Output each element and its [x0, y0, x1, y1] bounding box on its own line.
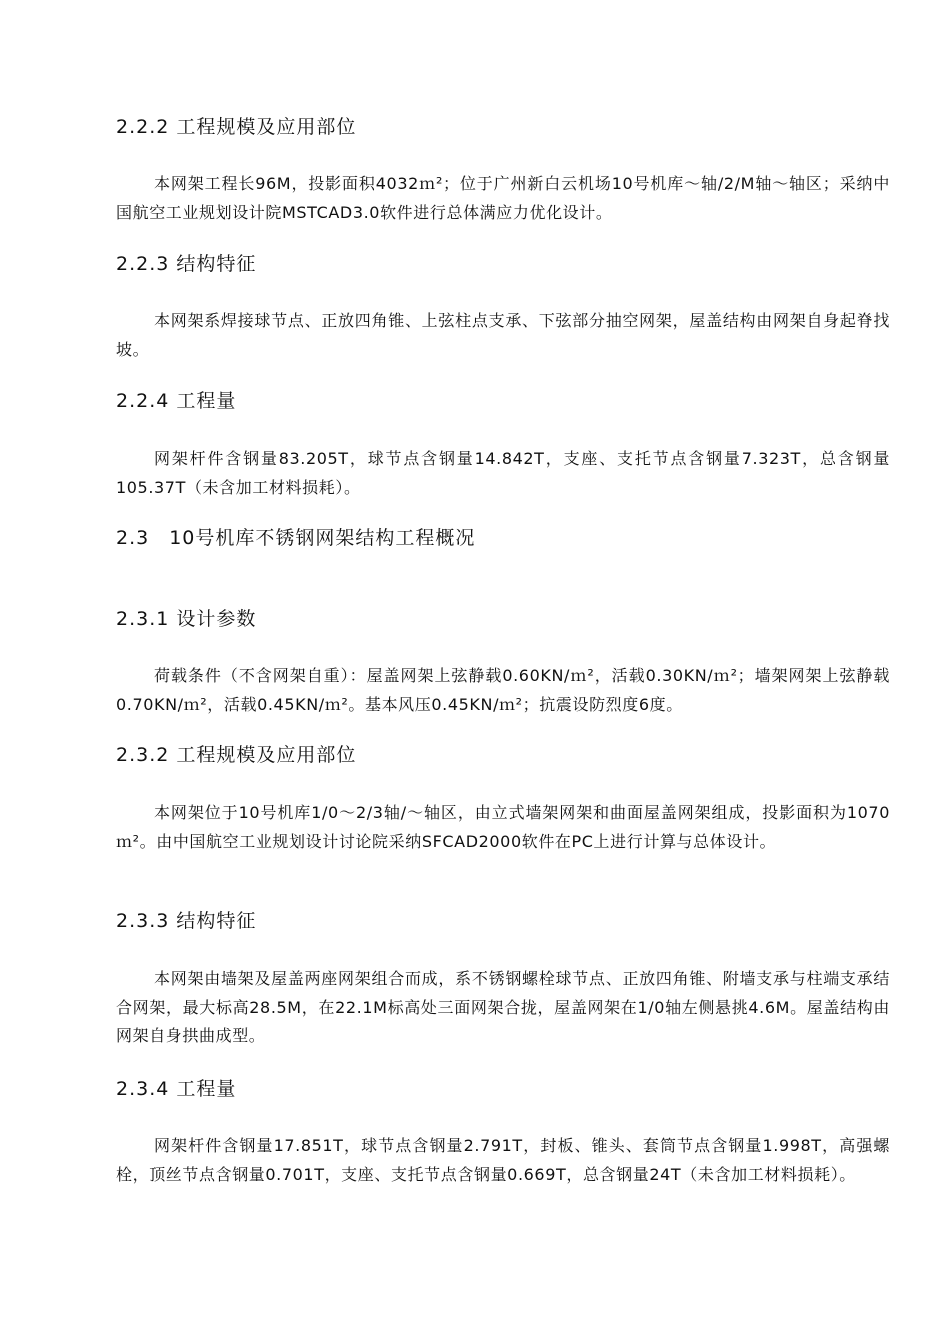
paragraph-2-2-3: 本网架系焊接球节点、正放四角锥、上弦柱点支承、下弦部分抽空网架，屋盖结构由网架自身起脊找坡。 — [116, 311, 890, 359]
paragraph-2-3-3: 本网架由墙架及屋盖两座网架组合而成，系不锈钢螺栓球节点、正放四角锥、附墙支承与柱端支承结合网架，最大标高28.5M，在22.1M标高处三面网架合拢，屋盖网架在1/0轴左侧悬挑4.6M。屋盖结构由网架自身拱曲成型。 — [116, 969, 890, 1045]
paragraph-2-2-4: 网架杆件含钢量83.205T，球节点含钢量14.842T，支座、支托节点含钢量7.323T，总含钢量105.37T（未含加工材料损耗）。 — [116, 449, 890, 497]
paragraph-2-2-2: 本网架工程长96M，投影面积4032ｍ²；位于广州新白云机场10号机库～轴/2/M轴～轴区；采纳中国航空工业规划设计院MSTCAD3.0软件进行总体满应力优化设计。 — [116, 174, 890, 222]
heading-2-3-2: 2.3.2 工程规模及应用部位 — [116, 744, 357, 766]
heading-2-3-4: 2.3.4 工程量 — [116, 1078, 237, 1100]
heading-2-3-1: 2.3.1 设计参数 — [116, 608, 257, 630]
heading-2-3-3: 2.3.3 结构特征 — [116, 910, 257, 932]
heading-2-2-3: 2.2.3 结构特征 — [116, 253, 257, 275]
heading-2-3: 2.3 10号机库不锈钢网架结构工程概况 — [116, 527, 476, 549]
heading-2-2-4: 2.2.4 工程量 — [116, 390, 237, 412]
paragraph-2-3-1: 荷载条件（不含网架自重）：屋盖网架上弦静载0.60KN/ｍ²，活载0.30KN/ｍ²；墙架网架上弦静载0.70KN/ｍ²，活载0.45KN/ｍ²。基本风压0.45KN/ｍ²；抗震设防烈度6度。 — [116, 666, 890, 714]
paragraph-2-3-4: 网架杆件含钢量17.851T，球节点含钢量2.791T，封板、锥头、套筒节点含钢量1.998T，高强螺栓，顶丝节点含钢量0.701T，支座、支托节点含钢量0.669T，总含钢量24T（未含加工材料损耗）。 — [116, 1136, 890, 1184]
paragraph-2-3-2: 本网架位于10号机库1/0～2/3轴/～轴区，由立式墙架网架和曲面屋盖网架组成，投影面积为1070ｍ²。由中国航空工业规划设计讨论院采纳SFCAD2000软件在PC上进行计算与总体设计。 — [116, 803, 890, 851]
heading-2-2-2: 2.2.2 工程规模及应用部位 — [116, 116, 357, 138]
